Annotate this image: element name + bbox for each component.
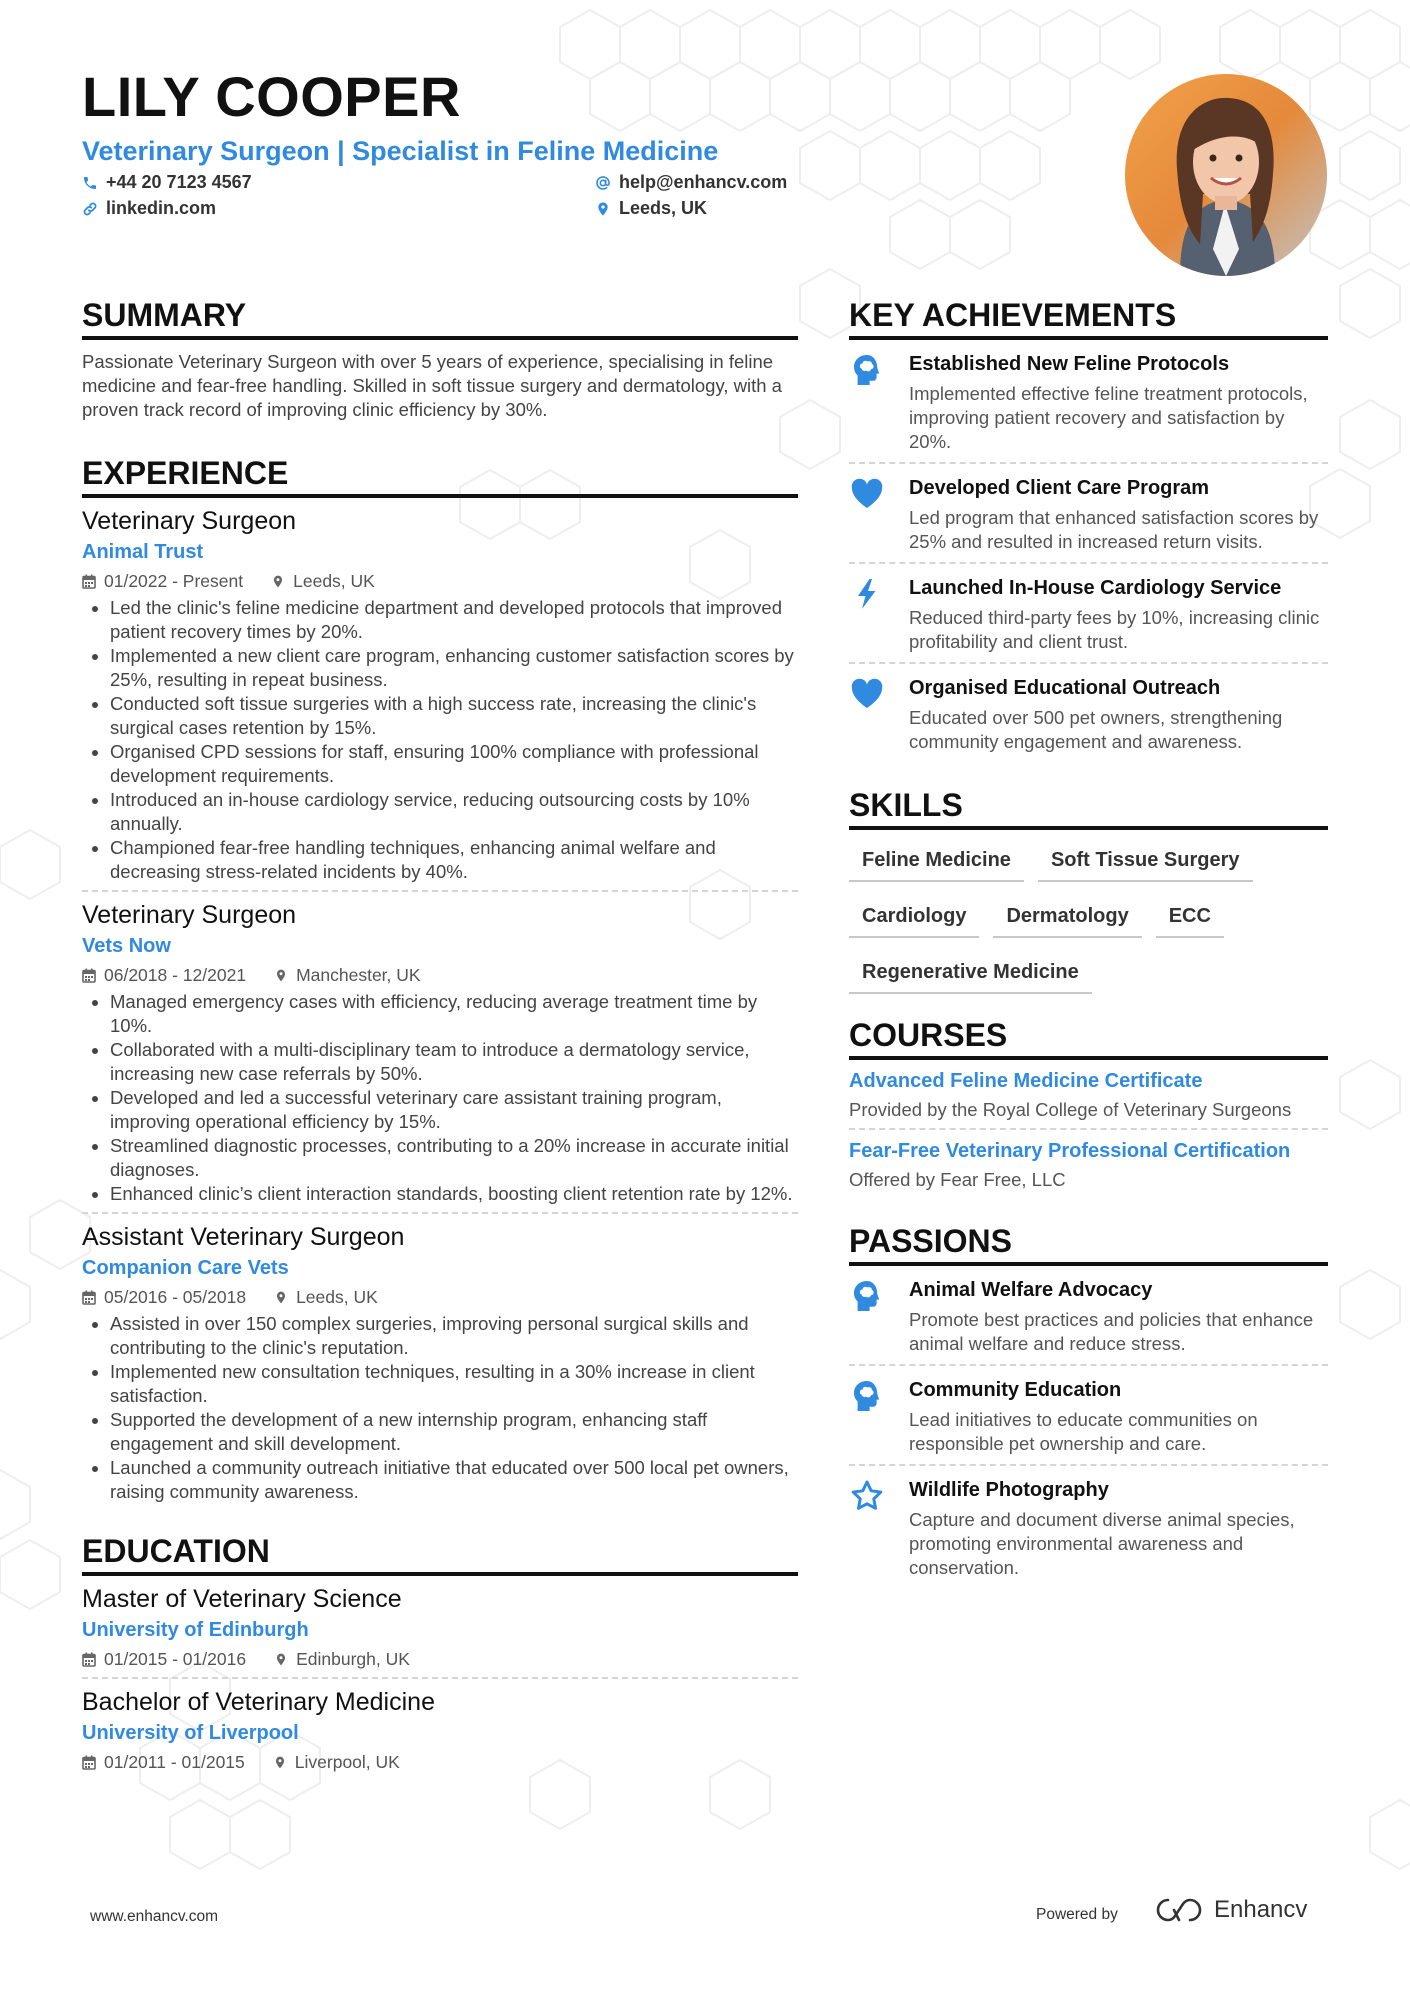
candidate-tagline: Veterinary Surgeon | Specialist in Feline Medicine [82, 136, 719, 166]
achievement-title: Established New Feline Protocols [909, 353, 1230, 375]
skills-list [849, 840, 1328, 1008]
contact-phone[interactable] [82, 172, 252, 193]
job-location: Manchester, UK [296, 965, 421, 985]
passions-heading: PASSIONS [849, 1222, 1328, 1266]
bullet: • Developed and led a successful veterinary care assistant training program, improving operational efficiency by 15%. [110, 1086, 798, 1134]
education-item [82, 1582, 798, 1679]
skill-tag: Dermatology [993, 896, 1141, 938]
passion-desc: Lead initiatives to educate communities on responsible pet ownership and care. [909, 1409, 1258, 1454]
passion-desc: Capture and document diverse animal species, promoting environmental awareness and conservation. [909, 1509, 1295, 1578]
bullet: • Launched a community outreach initiative that educated over 500 local pet owners, raising community awareness. [110, 1456, 798, 1504]
left-column [82, 296, 798, 1780]
location-pin-icon [274, 968, 288, 983]
job-bullets [82, 1312, 798, 1504]
bullet: • Supported the development of a new internship program, enhancing staff engagement and skill development. [110, 1408, 798, 1456]
achievement-item [849, 340, 1328, 464]
powered-by-label: Powered by [1036, 1906, 1118, 1923]
calendar-icon [82, 1290, 96, 1305]
experience-item [82, 1220, 798, 1510]
footer-website-link[interactable]: www.enhancv.com [90, 1908, 219, 1925]
calendar-icon [82, 1652, 96, 1667]
education-meta [82, 1750, 798, 1774]
course-title: Fear-Free Veterinary Professional Certification [849, 1140, 1291, 1162]
bullet: • Collaborated with a multi-disciplinary team to introduce a dermatology service, increasing new case referrals by 50%. [110, 1038, 798, 1086]
education-item [82, 1685, 798, 1780]
job-meta [82, 569, 798, 593]
heart-icon [849, 676, 885, 712]
courses-section [849, 1016, 1328, 1198]
bullet: • Championed fear-free handling techniques, enhancing animal welfare and decreasing stress-related incidents by 40%. [110, 836, 798, 884]
heart-icon [849, 476, 885, 512]
passion-title: Community Education [909, 1379, 1122, 1401]
experience-section [82, 454, 798, 1510]
at-sign-icon [595, 175, 611, 191]
job-dates: 01/2022 - Present [104, 571, 244, 591]
job-dates: 06/2018 - 12/2021 [104, 965, 247, 985]
profile-photo [1125, 74, 1327, 276]
achievement-desc: Implemented effective feline treatment protocols, improving patient recovery and satisfaction by 20%. [909, 383, 1308, 452]
enhancv-logo-icon [1154, 1897, 1204, 1923]
bullet: • Managed emergency cases with efficiency, reducing average treatment time by 10%. [110, 990, 798, 1038]
bullet: • Enhanced clinic’s client interaction standards, boosting client retention rate by 12%. [110, 1182, 798, 1206]
school-name: University of Liverpool [82, 1722, 299, 1744]
skill-tag: Feline Medicine [849, 840, 1024, 882]
skills-section [849, 786, 1328, 1008]
calendar-icon [82, 574, 96, 589]
education-section [82, 1532, 798, 1780]
lightning-icon [849, 576, 885, 612]
location-pin-icon [595, 201, 611, 217]
bullet: • Organised CPD sessions for staff, ensuring 100% compliance with professional development requirements. [110, 740, 798, 788]
bullet: • Implemented new consultation techniques, resulting in a 30% increase in client satisfaction. [110, 1360, 798, 1408]
passion-item [849, 1466, 1328, 1588]
degree-title: Master of Veterinary Science [82, 1585, 402, 1613]
passion-desc: Promote best practices and policies that enhance animal welfare and reduce stress. [909, 1309, 1314, 1354]
skill-tag: Cardiology [849, 896, 979, 938]
brain-head-icon [849, 1378, 885, 1414]
achievement-item [849, 464, 1328, 564]
brain-head-icon [849, 1278, 885, 1314]
location-pin-icon [273, 1755, 287, 1770]
achievement-title: Organised Educational Outreach [909, 677, 1221, 699]
email-text: help@enhancv.com [619, 172, 788, 192]
job-location: Leeds, UK [296, 1287, 378, 1307]
calendar-icon [82, 1755, 96, 1770]
calendar-icon [82, 968, 96, 983]
bullet: • Introduced an in-house cardiology service, reducing outsourcing costs by 10% annually. [110, 788, 798, 836]
achievement-desc: Educated over 500 pet owners, strengthening community engagement and awareness. [909, 707, 1283, 752]
brand-logo[interactable] [1154, 1896, 1307, 1924]
contact-email[interactable] [595, 172, 787, 193]
course-item [849, 1130, 1328, 1198]
bullet: • Led the clinic's feline medicine department and developed protocols that improved patient recovery times by 20%. [110, 596, 798, 644]
education-dates: 01/2011 - 01/2015 [104, 1752, 245, 1772]
experience-heading: EXPERIENCE [82, 454, 798, 498]
skill-tag: Soft Tissue Surgery [1038, 840, 1253, 882]
contact-location [595, 198, 707, 219]
courses-heading: COURSES [849, 1016, 1328, 1060]
achievement-desc: Led program that enhanced satisfaction scores by 25% and resulted in increased return visits. [909, 507, 1319, 552]
job-title: Veterinary Surgeon [82, 507, 297, 535]
education-location: Edinburgh, UK [296, 1649, 410, 1669]
linkedin-text: linkedin.com [106, 198, 217, 218]
bullet: • Streamlined diagnostic processes, contributing to a 20% increase in accurate initial diagnoses. [110, 1134, 798, 1182]
achievements-section [849, 296, 1328, 762]
skills-heading: SKILLS [849, 786, 1328, 830]
summary-text: Passionate Veterinary Surgeon with over 5 years of experience, specialising in feline medicine and fear-free handling. Skilled in soft tissue surgery and dermatology, with a proven track record of improving clinic efficiency by 30%. [82, 351, 782, 420]
passions-section [849, 1222, 1328, 1588]
experience-item [82, 898, 798, 1214]
passion-title: Wildlife Photography [909, 1479, 1109, 1501]
location-pin-icon [274, 1652, 288, 1667]
bullet: • Conducted soft tissue surgeries with a high success rate, increasing the clinic's surgical cases retention by 15%. [110, 692, 798, 740]
education-location: Liverpool, UK [294, 1752, 400, 1772]
location-text: Leeds, UK [619, 198, 708, 218]
degree-title: Bachelor of Veterinary Medicine [82, 1688, 435, 1716]
location-pin-icon [271, 574, 285, 589]
education-dates: 01/2015 - 01/2016 [104, 1649, 247, 1669]
location-pin-icon [274, 1290, 288, 1305]
achievement-title: Developed Client Care Program [909, 477, 1210, 499]
phone-text: +44 20 7123 4567 [106, 172, 252, 192]
job-dates: 05/2016 - 05/2018 [104, 1287, 247, 1307]
passion-title: Animal Welfare Advocacy [909, 1279, 1153, 1301]
star-icon [849, 1478, 885, 1514]
job-meta [82, 1285, 798, 1309]
link-icon [82, 201, 98, 217]
passion-item [849, 1266, 1328, 1366]
bullet: • Implemented a new client care program, enhancing customer satisfaction scores by 25%, resulting in repeat business. [110, 644, 798, 692]
job-bullets [82, 596, 798, 884]
school-name: University of Edinburgh [82, 1619, 309, 1641]
summary-heading: SUMMARY [82, 296, 798, 340]
course-desc: Provided by the Royal College of Veterinary Surgeons [849, 1099, 1292, 1120]
brain-head-icon [849, 352, 885, 388]
achievement-item [849, 664, 1328, 762]
brand-name: Enhancv [1214, 1896, 1308, 1923]
job-title: Assistant Veterinary Surgeon [82, 1223, 405, 1251]
phone-icon [82, 175, 98, 191]
company-name: Animal Trust [82, 541, 204, 563]
contact-linkedin[interactable] [82, 198, 216, 219]
achievement-item [849, 564, 1328, 664]
candidate-name: LILY COOPER [82, 65, 461, 128]
skill-tag: ECC [1156, 896, 1224, 938]
job-bullets [82, 990, 798, 1206]
achievement-title: Launched In-House Cardiology Service [909, 577, 1282, 599]
course-title: Advanced Feline Medicine Certificate [849, 1070, 1203, 1092]
right-column [849, 296, 1328, 1588]
job-meta [82, 963, 798, 987]
job-location: Leeds, UK [293, 571, 375, 591]
job-title: Veterinary Surgeon [82, 901, 297, 929]
passion-item [849, 1366, 1328, 1466]
education-heading: EDUCATION [82, 1532, 798, 1576]
skill-tag: Regenerative Medicine [849, 952, 1092, 994]
achievements-heading: KEY ACHIEVEMENTS [849, 296, 1328, 340]
summary-section [82, 296, 798, 422]
bullet: • Assisted in over 150 complex surgeries, improving personal surgical skills and contributing to the clinic's reputation. [110, 1312, 798, 1360]
achievement-desc: Reduced third-party fees by 10%, increasing clinic profitability and client trust. [909, 607, 1320, 652]
education-meta [82, 1647, 798, 1671]
course-desc: Offered by Fear Free, LLC [849, 1169, 1066, 1190]
company-name: Vets Now [82, 935, 171, 957]
experience-item [82, 504, 798, 892]
company-name: Companion Care Vets [82, 1257, 289, 1279]
course-item [849, 1060, 1328, 1130]
